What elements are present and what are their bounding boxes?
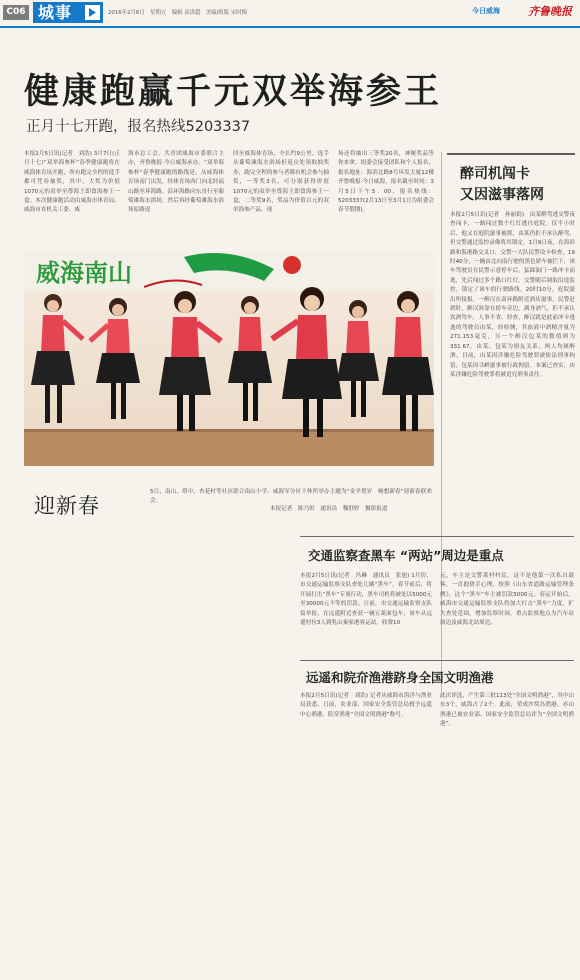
right-story-title-line1: 醉司机闯卡: [460, 166, 530, 182]
main-body-col-3: 回至威海体育场，全长约9公里。选手从葡萄滩海水浴场折返点处领取抽奖券，跑完全程的参与者都有机会参与抽奖，一等奖3名，可分别获得价值1070元的双举至尊海王即食海参王一盒，二等奖9名，奖品为价值百元的双举海参产品，现: [233, 151, 329, 214]
main-body-col-2: 海市总工会、共青团威海市委联合主办，齐鲁晚报·今日威海承办。“双举海参杯”春季健康跑的路线是，从威海体育场南门出发，经体育场西门向北经福山路至环海路，沿环海路向东直行至葡萄滩海水浴场，然后再经葡萄滩海水浴场原路返: [128, 151, 224, 214]
section-label: 城事: [38, 3, 73, 22]
photo-caption-title: 迎新春: [34, 494, 100, 518]
story-3-col-2: 此次评选，产生第三批113处“全国文明渔港”，其中山东3个，威海占了2个。此前，荣成沙窝岛渔港、赤山渔港已被农业部、国家安全监管总局评为“全国文明渔港”。: [440, 693, 574, 728]
right-story-rule: [447, 153, 575, 155]
story-3-rule: [300, 660, 574, 661]
main-body-col-4: 场还将抽出三等奖20名，神秘奖品等你来拿。组委会接受团队和个人报名，报名地址：海滨北路8号环发大厦12楼齐鲁晚报·今日威海，报名截至时间：3月5日下午5：00，报名热线：5203337(2月13日至3月1日为组委会春节假期)。: [338, 151, 434, 214]
photo-caption-body: 5日，南山、塔中、杏花村等社区联合南山小学、威海军分区干休所举办主题为“金羊贺岁 畅想新春”迎新春联欢会。: [150, 489, 432, 505]
main-headline: 健康跑赢千元双举海参王: [24, 72, 443, 112]
story-2-col-2: 元，车主是交警莱村村民，这不是他第一次私自载客，一直抱侥幸心理，按照《山东省道路运输管理条例》，这个“黑车”车主被罚款5000元。春运开始后，威海市交通运输监察支队将加大打击“黑车”力度，扩大查处范围，增加监察时间，重点监察地点为汽车站周边及威海北站周边。: [440, 573, 574, 627]
header-rule: [0, 26, 580, 28]
story-2-rule: [300, 536, 574, 537]
arrow-icon: [85, 5, 100, 20]
backdrop-sign: [36, 258, 132, 287]
section-tab: [33, 2, 103, 23]
svg-text:威海南山: 威海南山: [36, 258, 132, 287]
story-3-headline: 远遥和院夼渔港跻身全国文明渔港: [306, 670, 494, 685]
page-number: C06: [3, 5, 29, 20]
issue-info: 2016年2月6日 星期五 编辑 高洪超 美编/组版 宋时梅: [108, 10, 248, 16]
story-2-col-1: 本报2月5日讯(记者 冯琳 通讯员 张旭) 1月份，市交通运输监察支队查处几辆“黑车”，春节前后，将开展打击“黑车”专项行动，黑车司机将被处以5000元至30000元不等的罚款。日前，市交通运输监察支队接举报，在远遥附近查获一辆五菱面包车，该车从远遥村拉3人到乳山秦家港客运站，收费10: [300, 573, 432, 627]
event-photo: [24, 251, 434, 466]
right-story-body: 本报2月5日讯(记者 孙丽娟) 由某醉驾逃交警夜查闯卡，一路闯过数个红灯逃往庭院。仅半小时后，他又在庭院滋事被抓，由某仍拒不承认醉驾，但交警通过监控录像将其锁定。1月9日夜，在海滨路和海港路交叉口，交警一大队民警设卡检查，19时40分，一辆由北向南行驶的黑色轿车被拦下，该车驾驶员在民警示意停车后，猛踩油门一路冲卡而逃，先后闯过多个路口红灯。交警随后调取沿途监控，锁定了该车的行驶路线。20时10分，庭院派出所接报，一醉汉在南环路附近酒店滋事，民警赶到时，醉汉斜靠在轿车旁边，满身酒气，拒不承认饮酒驾车，人事不省。经查，醉汉就是此前冲卡逃逸的驾驶员由某，经检测，其血液中酒精含量为271.153毫克，另一个醉汉包某的数值则为331.67。由某、包某为朋友关系，两人均属醉酒。目前，由某因涉嫌危险驾驶罪被依法刑事拘留，包某因寻衅滋事被行政拘留。本案已查实，由某涉嫌危险驾驶罪将被追究刑事责任。: [450, 212, 575, 378]
page-header: [0, 0, 580, 26]
story-3-col-1: 本报2月5日讯(记者 刘浩) 记者从威海市海洋与渔业局获悉，日前，农业部、国家安全监管总局授予远遥中心渔港、院夼渔港“全国文明渔港”称号。: [300, 693, 432, 718]
right-story-title-line2: 又因滋事落网: [460, 187, 544, 203]
photo-credit: 本报记者 陈乃彰 通讯员 穆舒婷 摄影报道: [270, 506, 388, 512]
story-2-headline: 交通监察查黑车 “两站”周边是重点: [308, 548, 504, 563]
newspaper-logo: 齐鲁晚报: [528, 5, 572, 18]
main-body-col-1: 本报2月5日讯(记者 刘浩) 3月7日(正月十七)“双举海参杯”春季健康跑将在威海体育场开跑，所有跑完全程的选手都可凭券抽奖，其中，大奖为价值1070元的双举至尊海王即食海参王一盒。本次健康跑活动由威海市体育局、威海市直机关工委、威: [24, 151, 120, 214]
main-subheadline: 正月十七开跑，报名热线5203337: [26, 119, 251, 135]
brand-name: 今日威海: [472, 7, 500, 15]
dancers-illustration: [24, 251, 434, 466]
